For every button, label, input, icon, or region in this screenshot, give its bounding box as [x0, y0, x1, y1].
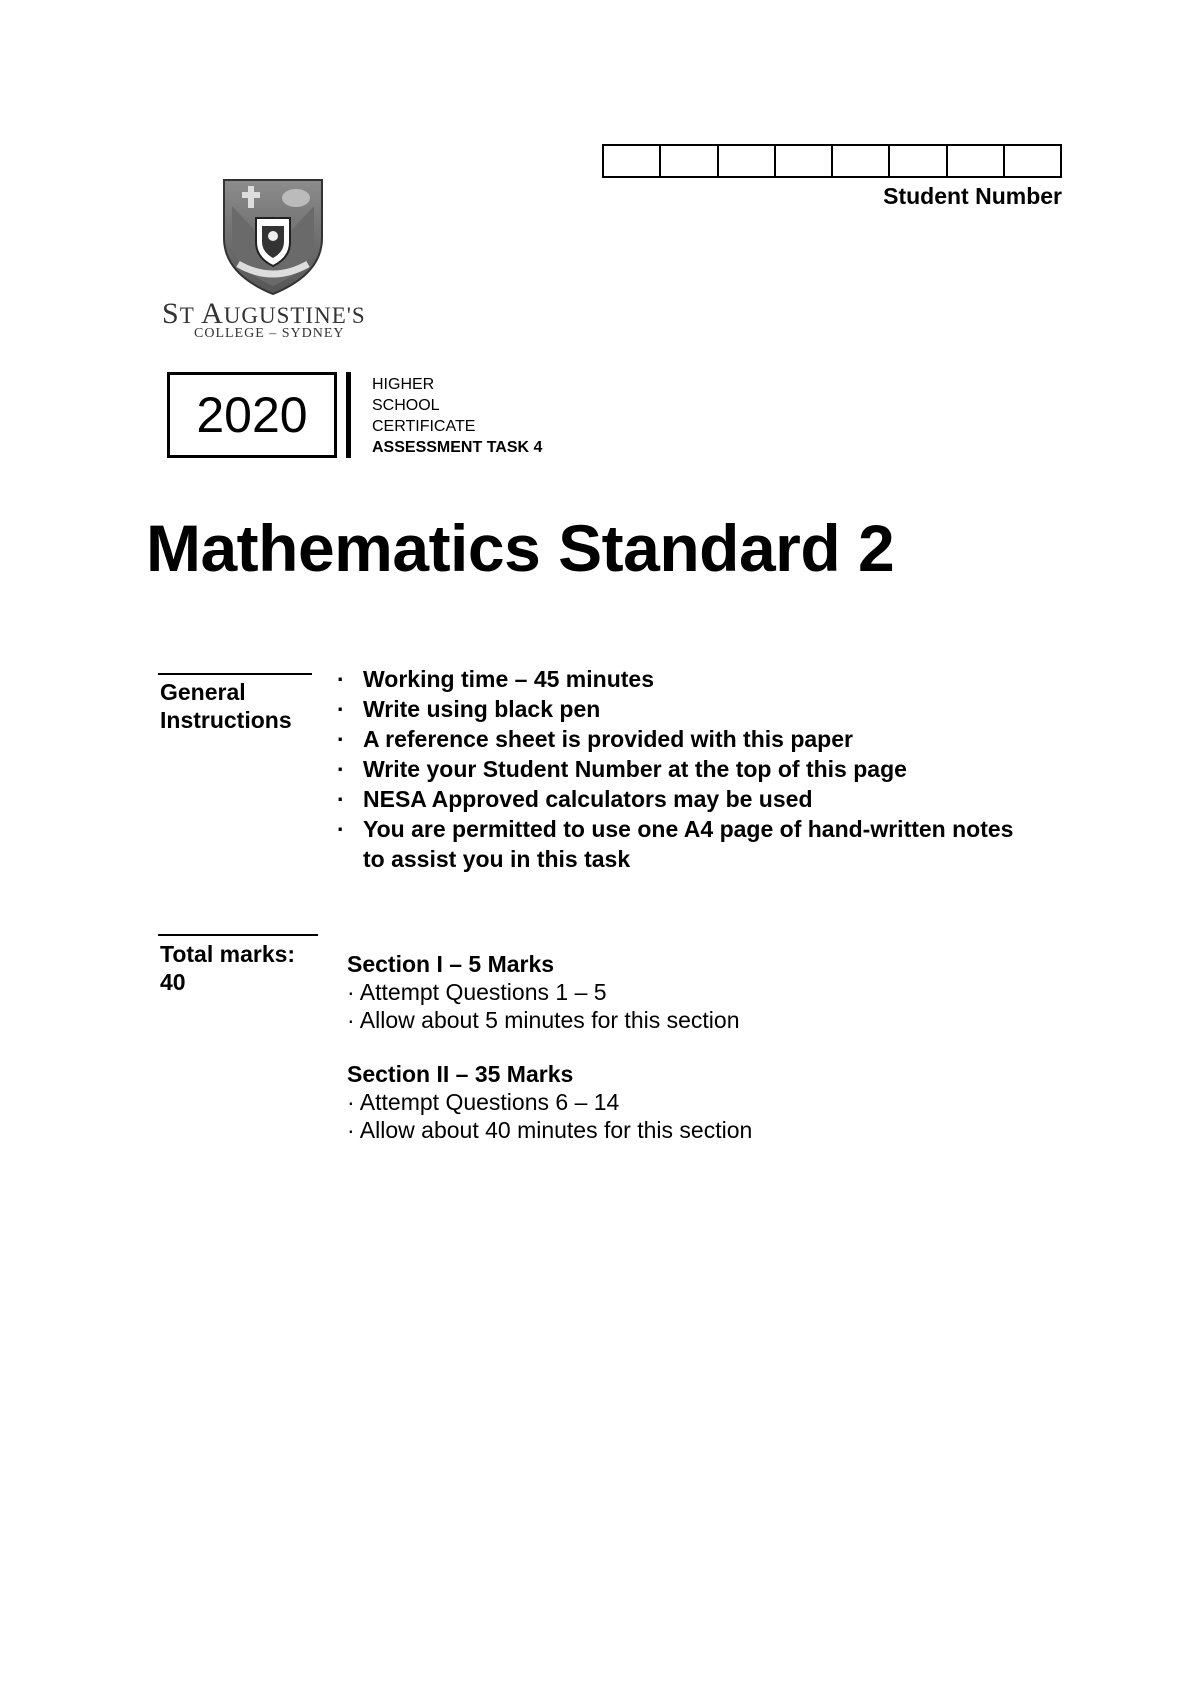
bullet-icon: · [337, 696, 345, 722]
hsc-line: HIGHER [372, 376, 435, 393]
school-subtitle: COLLEGE – SYDNEY [194, 326, 345, 341]
list-item: · Attempt Questions 6 – 14 [347, 1089, 620, 1115]
exam-year-box [167, 372, 337, 458]
list-item: · Write your Student Number at the top of this page [333, 754, 1013, 784]
section-heading: Section I – 5 Marks [347, 951, 555, 977]
list-item: · Write using black pen [333, 694, 1013, 724]
section-block [347, 1060, 752, 1144]
student-number-digit-box[interactable] [719, 146, 776, 176]
bullet-icon: · [337, 786, 345, 812]
school-crest-icon [218, 176, 328, 296]
list-item: · You are permitted to use one A4 page of hand-written notes to assist you in this task [333, 814, 1013, 874]
general-instructions-label: General Instructions [160, 679, 292, 733]
section-block [347, 950, 752, 1034]
exam-year: 2020 [196, 387, 308, 443]
list-item: · Allow about 40 minutes for this section [347, 1117, 753, 1143]
hsc-line: CERTIFICATE [372, 418, 476, 435]
student-number-label: Student Number [883, 183, 1062, 209]
student-number-digit-box[interactable] [948, 146, 1005, 176]
bullet-icon: · [347, 979, 355, 1005]
bullet-icon: · [337, 756, 345, 782]
list-item: · NESA Approved calculators may be used [333, 784, 1013, 814]
student-number-boxes[interactable] [602, 144, 1062, 178]
list-item: · Attempt Questions 1 – 5 [347, 979, 607, 1005]
sections-info [347, 950, 752, 1170]
instructions-list [333, 664, 1013, 874]
student-number-digit-box[interactable] [1005, 146, 1060, 176]
list-item: · Working time – 45 minutes [333, 664, 1013, 694]
list-item: · A reference sheet is provided with this paper [333, 724, 1013, 754]
section-heading: Section II – 35 Marks [347, 1061, 574, 1087]
page-title: Mathematics Standard 2 [146, 511, 895, 585]
bullet-icon: · [347, 1117, 355, 1143]
hsc-heading [372, 374, 542, 458]
student-number-digit-box[interactable] [604, 146, 661, 176]
student-number-digit-box[interactable] [890, 146, 947, 176]
divider-rule [158, 673, 312, 675]
bullet-icon: · [347, 1089, 355, 1115]
student-number-digit-box[interactable] [833, 146, 890, 176]
student-number-digit-box[interactable] [776, 146, 833, 176]
bullet-icon: · [337, 816, 345, 842]
divider-rule [158, 934, 318, 936]
bullet-icon: · [347, 1007, 355, 1033]
total-marks-label: Total marks: 40 [160, 941, 296, 995]
student-number-digit-box[interactable] [661, 146, 718, 176]
bullet-icon: · [337, 666, 345, 692]
bullet-icon: · [337, 726, 345, 752]
assessment-task-label: ASSESSMENT TASK 4 [372, 439, 543, 456]
divider-bar [346, 372, 351, 458]
hsc-line: SCHOOL [372, 397, 440, 414]
school-name: ST AUGUSTINE'S [162, 297, 366, 330]
list-item: · Allow about 5 minutes for this section [347, 1007, 740, 1033]
